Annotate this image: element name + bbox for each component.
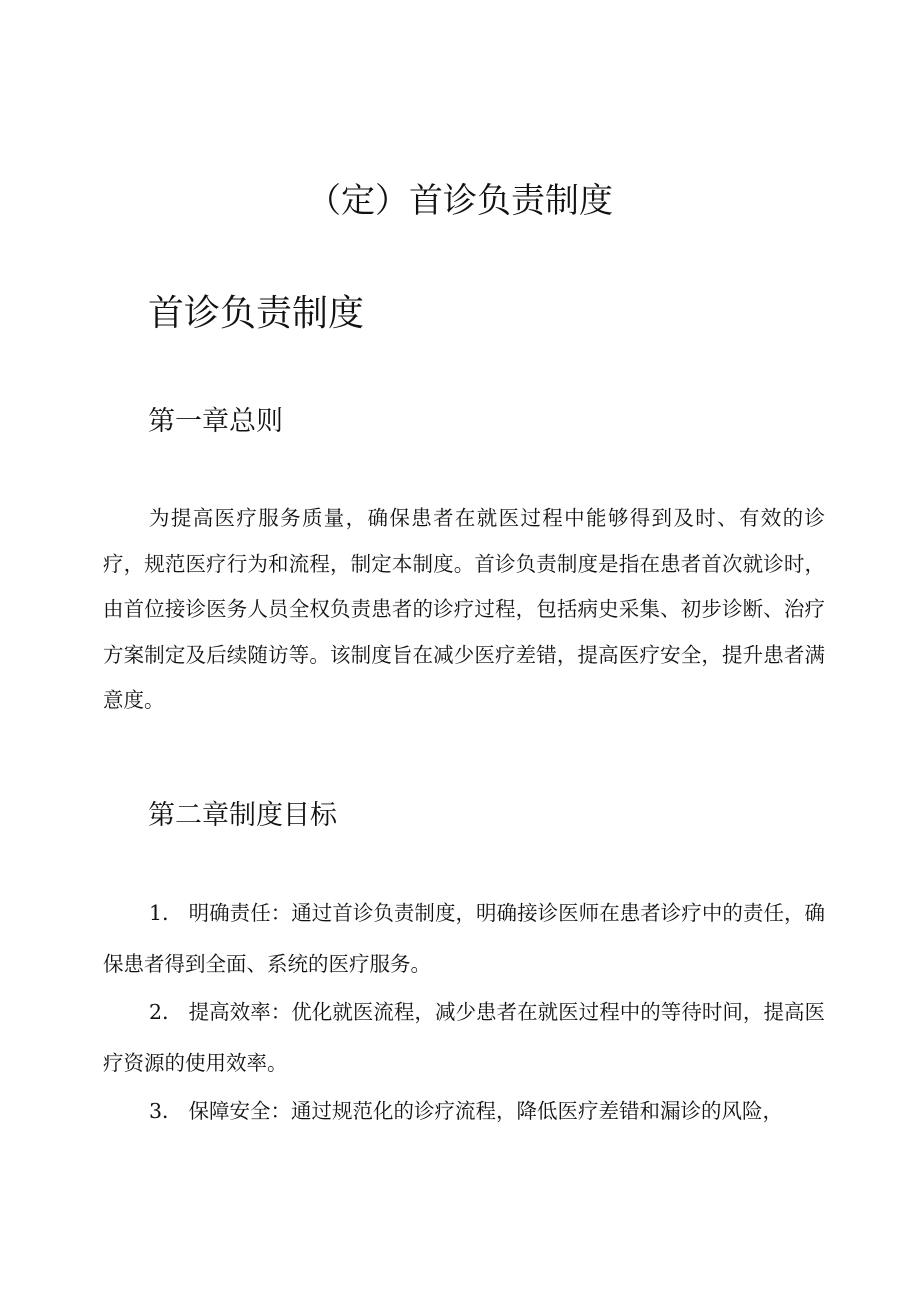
list-item-number: 3． bbox=[149, 1099, 183, 1123]
list-item-text: 明确责任：通过首诊负责制度，明确接诊医师在患者诊疗中的责任，确保患者得到全面、系统的医疗服务。 bbox=[103, 901, 826, 976]
section-heading: 首诊负责制度 bbox=[148, 293, 365, 334]
chapter-2-heading: 第二章制度目标 bbox=[148, 800, 337, 831]
list-item-text: 提高效率：优化就医流程，减少患者在就医过程中的等待时间，提高医疗资源的使用效率。 bbox=[103, 1000, 826, 1075]
chapter-1-paragraph: 为提高医疗服务质量，确保患者在就医过程中能够得到及时、有效的诊疗，规范医疗行为和流程，制定本制度。首诊负责制度是指在患者首次就诊时，由首位接诊医务人员全权负责患者的诊疗过程，包括病史采集、初步诊断、治疗方案制定及后续随访等。该制度旨在减少医疗差错，提高医疗安全，提升患者满意度。 bbox=[103, 506, 825, 712]
chapter-1-heading: 第一章总则 bbox=[148, 406, 283, 437]
list-item-number: 2． bbox=[149, 1000, 183, 1024]
list-item-text: 保障安全：通过规范化的诊疗流程，降低医疗差错和漏诊的风险， bbox=[188, 1099, 784, 1123]
list-item bbox=[103, 1086, 825, 1137]
list-item-number: 1． bbox=[149, 901, 183, 925]
document-title: （定）首诊负责制度 bbox=[307, 181, 613, 221]
list-item bbox=[103, 888, 825, 990]
list-item bbox=[103, 987, 825, 1089]
